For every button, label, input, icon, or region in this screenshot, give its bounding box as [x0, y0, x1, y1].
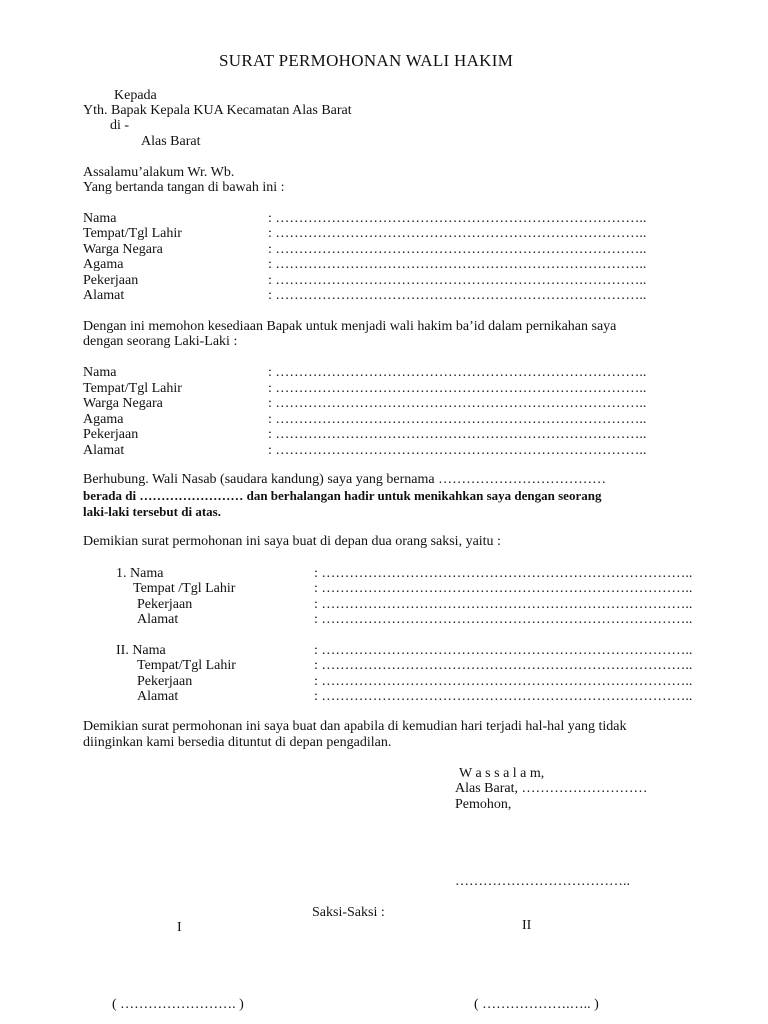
field-blank: : …………………………………………………………………….. — [268, 242, 647, 257]
reason-line-2: berada di …………………… dan berhalangan hadir untuk menikahkan saya dengan seorang — [83, 488, 602, 503]
field-label: Tempat/Tgl Lahir — [83, 381, 182, 396]
field-label: Pekerjaan — [137, 674, 193, 689]
field-blank: : …………………………………………………………………….. — [268, 273, 647, 288]
greeting: Assalamu’alakum Wr. Wb. — [83, 165, 235, 180]
closing-line-1: Demikian surat permohonan ini saya buat dan apabila di kemudian hari terjadi hal-hal yang tidak — [83, 719, 627, 734]
field-label: Agama — [83, 257, 124, 272]
field-label: Pekerjaan — [83, 427, 139, 442]
field-blank: : …………………………………………………………………….. — [268, 443, 647, 458]
field-label: Pekerjaan — [137, 597, 193, 612]
request-line-1: Dengan ini memohon kesediaan Bapak untuk menjadi wali hakim ba’id dalam pernikahan saya — [83, 319, 617, 334]
closing-line-2: diinginkan kami bersedia dituntut di depan pengadilan. — [83, 735, 392, 750]
field-blank: : …………………………………………………………………….. — [314, 566, 693, 581]
intro-text: Yang bertanda tangan di bawah ini : — [83, 180, 285, 195]
field-label: Tempat/Tgl Lahir — [137, 658, 236, 673]
field-blank: : …………………………………………………………………….. — [314, 674, 693, 689]
signature-place-date: Alas Barat, ……………………… — [455, 781, 648, 796]
request-line-2: dengan seorang Laki-Laki : — [83, 334, 238, 349]
address-to: Kepada — [114, 88, 157, 103]
field-label: Alamat — [137, 612, 179, 627]
witnesses-label: Saksi-Saksi : — [312, 905, 385, 920]
address-recipient: Yth. Bapak Kepala KUA Kecamatan Alas Barat — [83, 103, 352, 118]
witness-sign-2: ( ……………….….. ) — [474, 997, 599, 1012]
field-label: Agama — [83, 412, 124, 427]
field-blank: : …………………………………………………………………….. — [314, 612, 693, 627]
witness-mark-2: II — [522, 918, 532, 933]
signature-line: ……………………………….. — [455, 874, 630, 889]
field-label: Alamat — [83, 288, 125, 303]
field-blank: : …………………………………………………………………….. — [268, 257, 647, 272]
field-blank: : …………………………………………………………………….. — [268, 288, 647, 303]
field-label: Alamat — [137, 689, 179, 704]
letter-title: SURAT PERMOHONAN WALI HAKIM — [219, 51, 514, 70]
field-blank: : …………………………………………………………………….. — [268, 365, 647, 380]
field-blank: : …………………………………………………………………….. — [314, 597, 693, 612]
field-blank: : …………………………………………………………………….. — [314, 658, 693, 673]
witness-1-heading: 1. Nama — [116, 566, 164, 581]
field-label: Warga Negara — [83, 242, 163, 257]
address-place: Alas Barat — [141, 134, 201, 149]
field-label: Warga Negara — [83, 396, 163, 411]
field-blank: : …………………………………………………………………….. — [268, 211, 647, 226]
field-blank: : …………………………………………………………………….. — [268, 396, 647, 411]
field-blank: : …………………………………………………………………….. — [268, 226, 647, 241]
field-blank: : …………………………………………………………………….. — [268, 412, 647, 427]
signature-role: Pemohon, — [455, 797, 512, 812]
witness-sign-1: ( ……………………. ) — [112, 997, 244, 1012]
field-label: Alamat — [83, 443, 125, 458]
field-blank: : …………………………………………………………………….. — [314, 581, 693, 596]
field-label: Nama — [83, 211, 117, 226]
reason-line-3: laki-laki tersebut di atas. — [83, 504, 221, 519]
field-blank: : …………………………………………………………………….. — [314, 643, 693, 658]
field-blank: : …………………………………………………………………….. — [268, 427, 647, 442]
field-blank: : …………………………………………………………………….. — [268, 381, 647, 396]
address-at: di - — [110, 118, 130, 133]
witness-2-heading: II. Nama — [116, 643, 166, 658]
field-label: Tempat /Tgl Lahir — [133, 581, 236, 596]
witness-mark-1: I — [177, 920, 182, 935]
signature-salam: W a s s a l a m, — [459, 766, 545, 781]
field-label: Nama — [83, 365, 117, 380]
field-blank: : …………………………………………………………………….. — [314, 689, 693, 704]
field-label: Tempat/Tgl Lahir — [83, 226, 182, 241]
reason-line-1: Berhubung. Wali Nasab (saudara kandung) saya yang bernama ……………………………… — [83, 472, 607, 487]
witness-intro: Demikian surat permohonan ini saya buat di depan dua orang saksi, yaitu : — [83, 534, 501, 549]
field-label: Pekerjaan — [83, 273, 139, 288]
